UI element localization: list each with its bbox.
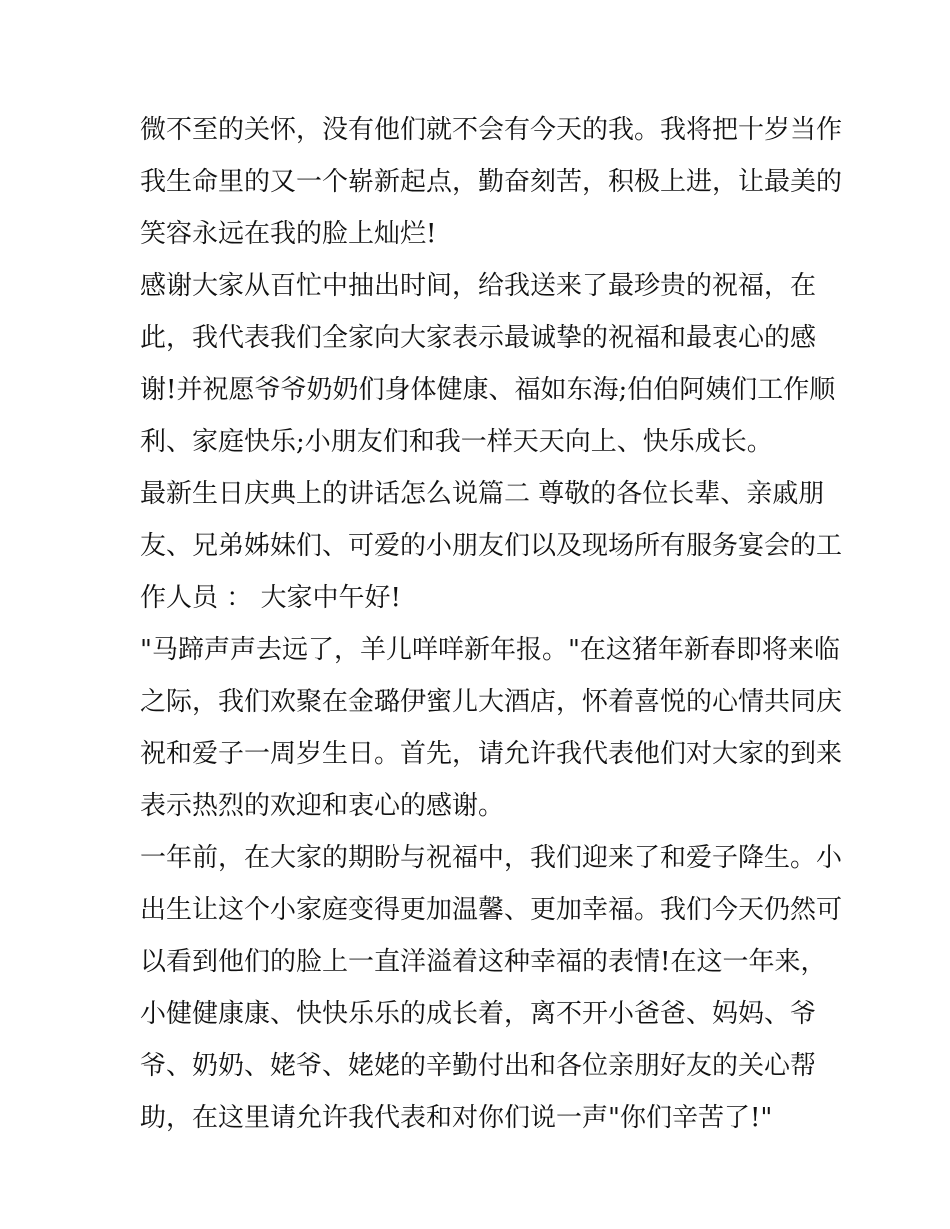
text-line: "马蹄声声去远了，羊儿咩咩新年报。"在这猪年新春即将来临	[140, 635, 840, 665]
text-line: 小健健康康、快快乐乐的成长着，离不开小爸爸、妈妈、爷	[140, 999, 817, 1029]
text-line: 谢!并祝愿爷爷奶奶们身体健康、福如东海;伯伯阿姨们工作顺	[140, 375, 836, 405]
text-line: 利、家庭快乐;小朋友们和我一样天天向上、快乐成长。	[140, 427, 773, 457]
text-line: 作人员 ： 大家中午好!	[140, 583, 401, 613]
section-heading-line: 最新生日庆典上的讲话怎么说篇二 尊敬的各位长辈、亲戚朋	[140, 479, 825, 509]
text-line: 之际，我们欢聚在金璐伊蜜儿大酒店，怀着喜悦的心情共同庆	[140, 687, 843, 717]
text-line: 友、兄弟姊妹们、可爱的小朋友们以及现场所有服务宴会的工	[140, 531, 843, 561]
text-line: 一年前，在大家的期盼与祝福中，我们迎来了和爱子降生。小	[140, 843, 843, 873]
text-line: 祝和爱子一周岁生日。首先，请允许我代表他们对大家的到来	[140, 739, 843, 769]
text-line: 感谢大家从百忙中抽出时间，给我送来了最珍贵的祝福，在	[140, 271, 817, 301]
text-line: 表示热烈的欢迎和衷心的感谢。	[140, 791, 505, 821]
text-line: 我生命里的又一个崭新起点，勤奋刻苦，积极上进，让最美的	[140, 167, 843, 197]
text-line: 出生让这个小家庭变得更加温馨、更加幸福。我们今天仍然可	[140, 895, 843, 925]
text-line: 此，我代表我们全家向大家表示最诚挚的祝福和最衷心的感	[140, 323, 817, 353]
body-text	[140, 104, 843, 1144]
text-line: 爷、奶奶、姥爷、姥姥的辛勤付出和各位亲朋好友的关心帮	[140, 1051, 817, 1081]
text-line: 助，在这里请允许我代表和对你们说一声"你们辛苦了!"	[140, 1103, 773, 1133]
text-line: 微不至的关怀，没有他们就不会有今天的我。我将把十岁当作	[140, 115, 843, 145]
text-line: 以看到他们的脸上一直洋溢着这种幸福的表情!在这一年来，	[140, 947, 827, 977]
text-line: 笑容永远在我的脸上灿烂!	[140, 219, 437, 249]
